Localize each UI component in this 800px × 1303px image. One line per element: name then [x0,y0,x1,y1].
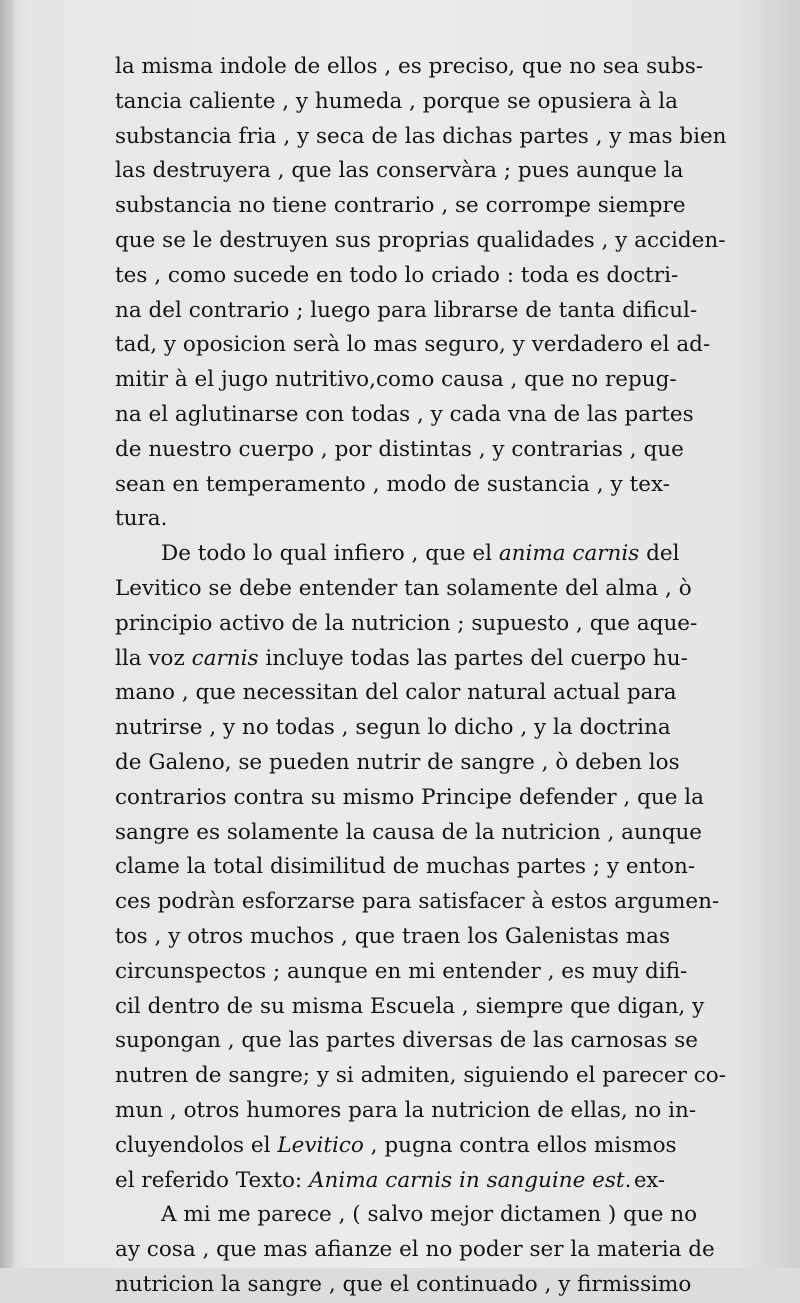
text-line: que se le destruyen sus proprias qualidades , y acciden- [115,227,726,253]
text-line: tes , como sucede en todo lo criado : toda es doctri- [115,262,679,288]
text-line: la misma indole de ellos , es preciso, que no sea subs- [115,54,704,79]
body-text [115,50,727,1303]
text-line [115,537,680,572]
text-line: ay cosa , que mas afianze el no poder ser la materia de [115,1237,715,1263]
text-line: sean en temperamento , modo de sustancia , y tex- [115,471,670,497]
text-line: las destruyera , que las conservàra ; pues aunque la [115,158,684,184]
text-line: ces podràn esforzarse para satisfacer à estos argumen- [115,889,720,915]
text-line [115,1129,677,1164]
text-segment: cluyendolos el [115,1132,278,1158]
italic-phrase: Anima carnis in sanguine est [309,1167,625,1193]
text-line: nutren de sangre; y si admiten, siguiendo el parecer co- [115,1063,726,1089]
text-line: nutrirse , y no todas , segun lo dicho , y la doctrina [115,715,671,741]
text-segment: . [624,1167,632,1193]
text-segment: lla voz [115,645,192,671]
italic-phrase: anima carnis [498,541,640,567]
text-line [115,642,688,677]
text-line: mano , que necessitan del calor natural actual para [115,680,677,706]
text-line: na del contrario ; luego para librarse de tanta dificul- [115,297,698,323]
text-line: de Galeno, se pueden nutrir de sangre , ò deben los [115,749,680,775]
text-line: cil dentro de su misma Escuela , siempre que digan, y [115,993,705,1019]
text-line: circunspectos ; aunque en mi entender , es muy difi- [115,958,688,984]
italic-phrase: Levitico [277,1132,364,1158]
text-segment: el referido Texto: [115,1167,309,1193]
italic-phrase: carnis [191,645,259,671]
text-line: de nuestro cuerpo , por distintas , y contrarias , que [115,436,684,462]
text-line: tura. [115,506,168,532]
text-segment: , pugna contra ellos mismos [363,1132,677,1158]
text-line: principio activo de la nutricion ; supuesto , que aque- [115,610,698,636]
text-segment: del [639,541,680,567]
text-line: tos , y otros muchos , que traen los Galenistas mas [115,923,670,949]
page-gutter-shadow [0,0,14,1268]
text-line: mun , otros humores para la nutricion de ellas, no in- [115,1097,697,1123]
text-line: contrarios contra su mismo Principe defender , que la [115,784,704,810]
text-line: clame la total disimilitud de muchas partes ; y enton- [115,854,696,880]
text-line: substancia fria , y seca de las dichas partes , y mas bien [115,123,727,149]
text-line: sangre es solamente la causa de la nutricion , aunque [115,819,703,845]
text-line: tancia caliente , y humeda , porque se opusiera à la [115,88,678,114]
text-line: mitir à el jugo nutritivo,como causa , que no repug- [115,367,677,393]
text-line: substancia no tiene contrario , se corrompe siempre [115,193,686,219]
text-line: tad, y oposicion serà lo mas seguro, y verdadero el ad- [115,332,711,358]
text-line: supongan , que las partes diversas de las carnosas se [115,1028,698,1054]
catchword: ex- [634,1168,665,1192]
text-line: A mi me parece , ( salvo mejor dictamen ) que no [161,1202,698,1228]
text-line: na el aglutinarse con todas , y cada vna de las partes [115,401,694,427]
text-line [115,1164,670,1199]
text-line: nutricion la sangre , que el continuado , y firmissimo [115,1271,692,1297]
text-line: Levitico se debe entender tan solamente del alma , ò [115,575,692,601]
text-segment: De todo lo qual infiero , que el [161,541,499,567]
text-segment: incluye todas las partes del cuerpo hu- [258,645,688,671]
